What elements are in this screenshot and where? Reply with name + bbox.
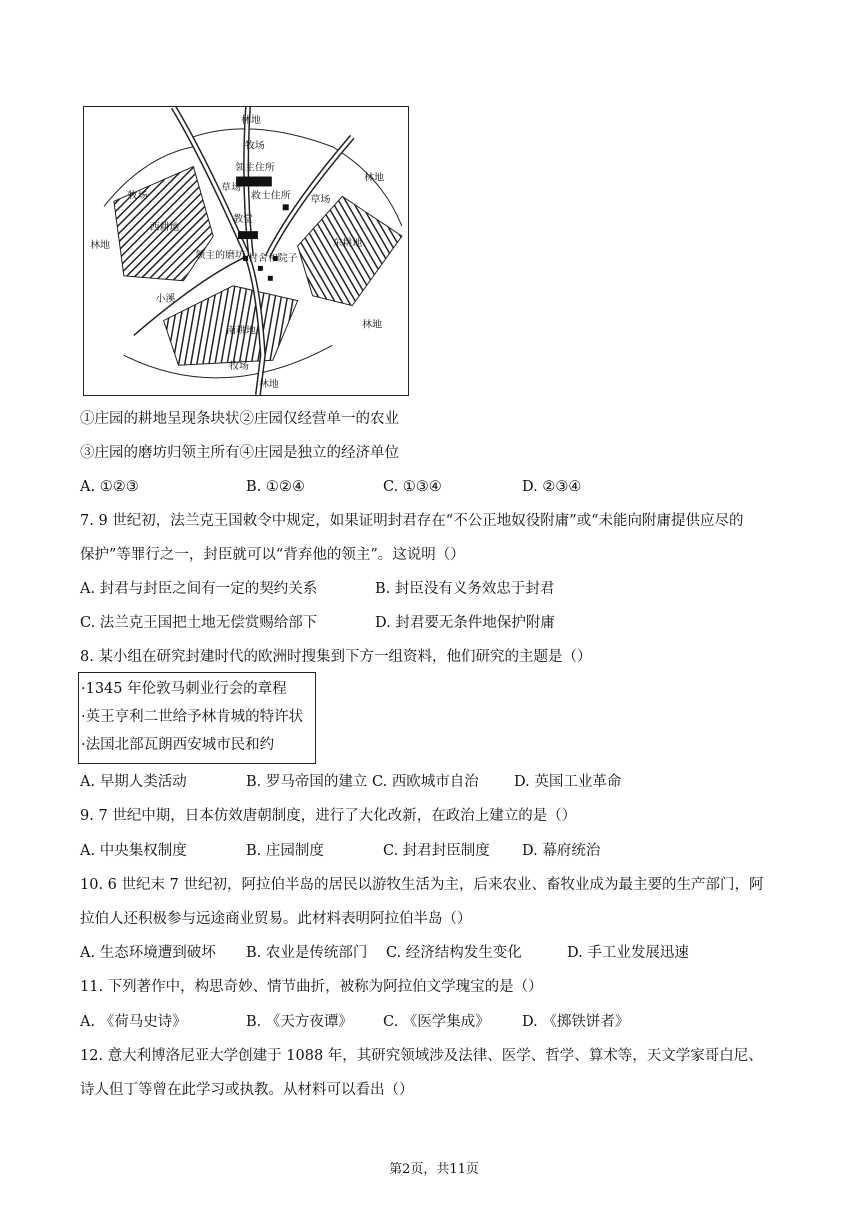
q8-source-3: ·法国北部瓦朗西安城市民和约 <box>81 737 275 753</box>
q11-option-c[interactable]: C. 《医学集成》 <box>383 1014 490 1030</box>
q10-option-c[interactable]: C. 经济结构发生变化 <box>386 945 522 961</box>
q7-option-c[interactable]: C. 法兰克王国把土地无偿赏赐给部下 <box>80 615 318 631</box>
q10-option-d[interactable]: D. 手工业发展迅速 <box>567 945 689 961</box>
map-label-south-field: 南耕地 <box>226 325 256 337</box>
manor-map-drawing <box>84 107 408 395</box>
q7-stem-line-1: 7. 9 世纪初，法兰克王国敕令中规定，如果证明封君存在“不公正地奴役附庸”或“未能向附庸提供应尽的 <box>80 513 744 529</box>
map-label-lord-residence: 领主住所 <box>235 162 275 174</box>
map-label-forest-top: 林地 <box>241 114 261 126</box>
map-label-west-field: 西耕地 <box>149 222 180 234</box>
q11-option-d[interactable]: D. 《掷铁饼者》 <box>522 1014 630 1030</box>
q10-stem-line-2: 拉伯人还积极参与远途商业贸易。此材料表明阿拉伯半岛（） <box>80 911 472 927</box>
q10-option-a[interactable]: A. 生态环境遭到破坏 <box>80 945 216 961</box>
map-label-meadow-right: 草场 <box>310 194 331 206</box>
map-label-meadow-left: 草场 <box>221 182 242 194</box>
q7-option-a[interactable]: A. 封君与封臣之间有一定的契约关系 <box>80 581 318 597</box>
map-label-east-field: 东耕地 <box>332 238 363 250</box>
q9-option-c[interactable]: C. 封君封臣制度 <box>383 843 490 859</box>
q12-stem-line-2: 诗人但丁等曾在此学习或执教。从材料可以看出（） <box>80 1082 414 1098</box>
q8-option-b[interactable]: B. 罗马帝国的建立 <box>246 774 368 790</box>
q9-option-b[interactable]: B. 庄园制度 <box>246 843 324 859</box>
q11-option-b[interactable]: B. 《天方夜谭》 <box>246 1014 353 1030</box>
map-label-stream: 小溪 <box>155 293 176 305</box>
manor-map <box>83 106 409 396</box>
q11-stem: 11. 下列著作中，构思奇妙、情节曲折，被称为阿拉伯文学瑰宝的是（） <box>80 979 543 995</box>
q8-option-d[interactable]: D. 英国工业革命 <box>514 774 622 790</box>
map-label-pasture-bottom: 牧场 <box>229 361 249 373</box>
map-label-pasture-left: 牧场 <box>127 190 148 202</box>
q6-option-d[interactable]: D. ②③④ <box>522 479 582 495</box>
q8-stem: 8. 某小组在研究封建时代的欧洲时搜集到下方一组资料，他们研究的主题是（） <box>80 649 592 665</box>
q8-option-c[interactable]: C. 西欧城市自治 <box>372 774 479 790</box>
q6-option-c[interactable]: C. ①③④ <box>383 479 442 495</box>
q8-source-2: ·英王亨利二世给予林肯城的特许状 <box>81 709 304 725</box>
map-label-priest-residence: 救士住所 <box>250 190 291 202</box>
map-label-forest-right-top: 林地 <box>364 172 385 184</box>
q6-option-a[interactable]: A. ①②③ <box>80 479 139 495</box>
map-label-village: 村舍和院子 <box>247 252 298 264</box>
q6-statement-1: ①庄园的耕地呈现条块状②庄园仅经营单一的农业 <box>80 411 399 427</box>
map-label-lord-mill: 领主的磨坊 <box>195 249 245 261</box>
q8-source-box <box>78 672 316 764</box>
q8-source-1: ·1345 年伦敦马刺业行会的章程 <box>81 681 287 697</box>
page-number-footer: 第2页，共11页 <box>389 1162 479 1177</box>
q6-statement-2: ③庄园的磨坊归领主所有④庄园是独立的经济单位 <box>80 445 399 461</box>
map-label-forest-left: 林地 <box>90 240 110 252</box>
map-label-forest-right-bottom: 林地 <box>362 319 383 331</box>
church-building <box>238 231 258 239</box>
q10-stem-line-1: 10. 6 世纪末 7 世纪初，阿拉伯半岛的居民以游牧生活为主，后来农业、畜牧业成为最主要的生产部门，阿 <box>80 877 764 893</box>
q9-option-a[interactable]: A. 中央集权制度 <box>80 843 187 859</box>
q7-stem-line-2: 保护”等罪行之一，封臣就可以“背弃他的领主”。这说明（） <box>80 547 465 563</box>
q7-option-d[interactable]: D. 封君要无条件地保护附庸 <box>375 615 555 631</box>
map-label-forest-bottom: 林地 <box>258 379 279 391</box>
q10-option-b[interactable]: B. 农业是传统部门 <box>246 945 368 961</box>
q8-option-a[interactable]: A. 早期人类活动 <box>80 774 187 790</box>
q7-option-b[interactable]: B. 封臣没有义务效忠于封君 <box>375 581 555 597</box>
q12-stem-line-1: 12. 意大利博洛尼亚大学创建于 1088 年，其研究领域涉及法律、医学、哲学、算术等，天文学家哥白尼、 <box>80 1048 763 1064</box>
q9-stem: 9. 7 世纪中期，日本仿效唐朝制度，进行了大化改新，在政治上建立的是（） <box>80 808 577 824</box>
q6-option-b[interactable]: B. ①②④ <box>246 479 305 495</box>
lord-residence-building <box>236 177 272 187</box>
map-label-church: 教堂 <box>233 214 253 226</box>
q11-option-a[interactable]: A. 《荷马史诗》 <box>80 1014 187 1030</box>
map-label-pasture-top: 牧场 <box>245 140 265 152</box>
q9-option-d[interactable]: D. 幕府统治 <box>522 843 601 859</box>
